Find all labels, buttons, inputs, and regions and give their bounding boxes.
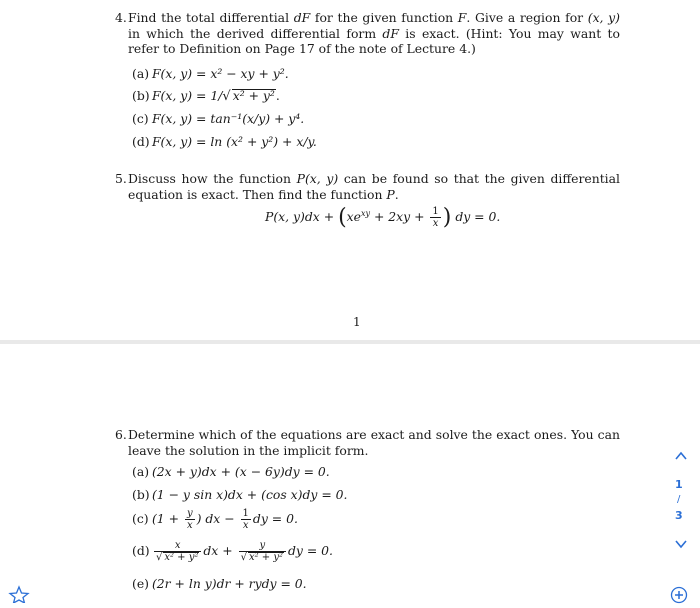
chevron-up-icon	[673, 448, 689, 464]
problem-statement: Discuss how the function P(x, y) can be found so that the given differential equation is exact. Then find the function P.	[128, 171, 620, 202]
problem-number: 5.	[115, 171, 127, 186]
star-icon	[8, 585, 30, 603]
bookmark-star-button[interactable]	[8, 585, 30, 603]
list-item: (b) F(x, y) = 1/√ x² + y².	[132, 88, 280, 104]
chevron-down-icon	[673, 536, 689, 552]
list-item: (b) (1 − y sin x)dx + (cos x)dy = 0.	[132, 487, 348, 502]
plus-circle-icon	[670, 586, 688, 604]
page-separator-slash: /	[677, 494, 681, 505]
problem-6	[115, 427, 620, 458]
list-item: (d) $\frac{x}{\text{√ x² + y²}}$ dx + $\frac{y}{\text{√ x² + y²}}$ dy = 0.	[132, 540, 333, 563]
problem-5	[115, 171, 620, 202]
problem-number: 6.	[115, 427, 127, 442]
list-item: (e) (2r + ln y)dr + rydy = 0.	[132, 576, 307, 591]
previous-page-button[interactable]	[673, 448, 689, 464]
list-item: (d) F(x, y) = ln (x² + y²) + x/y.	[132, 134, 317, 149]
problem-statement: Determine which of the equations are exact and solve the exact ones. You can leave the solution in the implicit form.	[128, 427, 620, 458]
problem-number: 4.	[115, 10, 127, 25]
page-number: 1	[353, 315, 361, 329]
list-item: (c) (1 + $\frac{y}{x}$ ) dx − $\frac{1}{x}$ dy = 0.	[132, 508, 298, 531]
list-item: (c) F(x, y) = tan⁻¹(x/y) + y⁴.	[132, 111, 305, 126]
current-page-indicator: 1	[675, 478, 683, 491]
problem-statement: Find the total differential dF for the given function F. Give a region for (x, y) in which the derived differential form dF is exact. (Hint: You may want to refer to Definition on Page 17 of the note of Lecture 4.)	[128, 10, 621, 57]
next-page-button[interactable]	[673, 536, 689, 552]
zoom-in-button[interactable]	[670, 586, 688, 604]
pdf-page-2	[0, 344, 700, 603]
list-item: (a) F(x, y) = x² − xy + y².	[132, 66, 289, 81]
display-equation: P(x, $y)dx + (xe^{xy} + 2xy$ + $\frac{1}{x}$ ) dy = 0.	[265, 205, 501, 230]
problem-4	[115, 10, 620, 57]
total-pages-indicator: 3	[675, 509, 683, 522]
list-item: (a) (2x + y)dx + (x − 6y)dy = 0.	[132, 464, 330, 479]
